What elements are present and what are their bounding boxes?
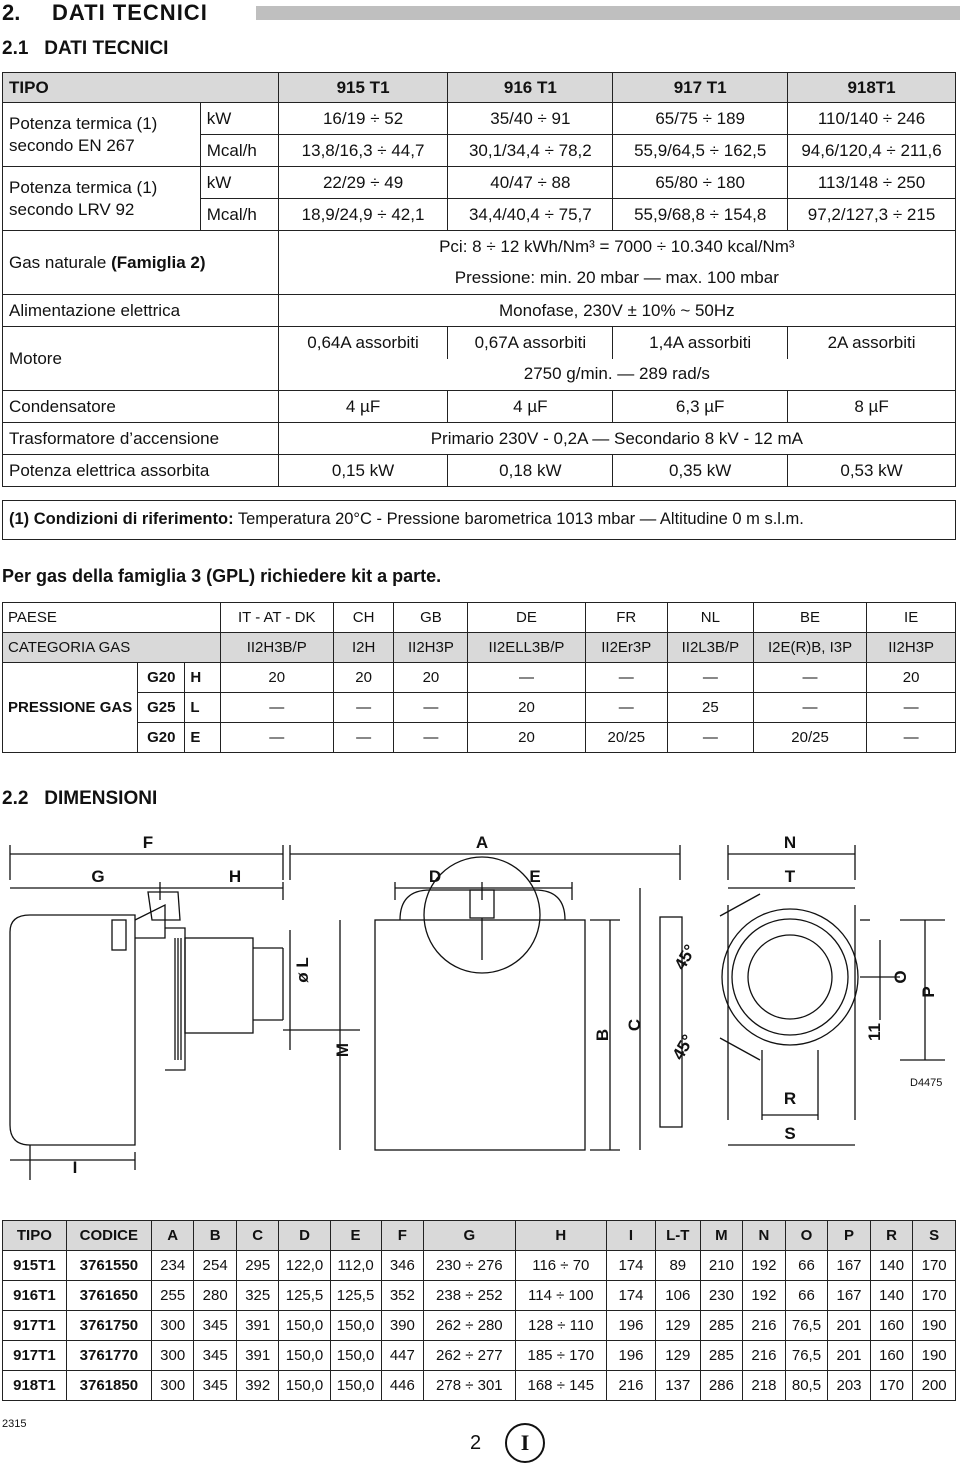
dim-label-B: B [593,1028,612,1042]
table-row: Mcal/h 13,8/16,3 ÷ 44,7 30,1/34,4 ÷ 78,2 55,9/64,5 ÷ 162,5 94,6/120,4 ÷ 211,6 [3,135,956,167]
dim-label-I: I [72,1158,78,1177]
countries-row: PAESE IT - AT - DK CH GB DE FR NL BE IE [3,603,956,633]
burner-drawing [0,820,960,1220]
table-row: 915T1 3761550 234 254 295 122,0 112,0 346 230 ÷ 276 116 ÷ 70 174 89 210 192 66 167 140 170 [3,1251,956,1281]
dimensions-table [2,1220,956,1401]
angle-label-bottom: 45° [668,1031,698,1064]
table-row: G20 E — — — 20 20/25 — 20/25 — [3,723,956,753]
table-row: PRESSIONE GAS G20 H 20 20 20 — — — — 20 [3,663,956,693]
table-row: Motore 0,64A assorbiti 0,67A assorbiti 1,4A assorbiti 2A assorbiti [3,327,956,359]
dimensions-title: 2.2 DIMENSIONI [2,788,158,809]
table-row: Alimentazione elettrica Monofase, 230V ± 10% ~ 50Hz [3,295,956,327]
dim-label-T: T [784,867,796,886]
table-header-row: TIPO CODICE A B C D E F G H I L-T M N O P R S [3,1221,956,1251]
subsection-title: 2.1 DATI TECNICI [2,38,169,59]
dim-label-P: P [919,986,938,998]
table-row: Trasformatore d’accensione Primario 230V - 0,2A — Secondario 8 kV - 12 mA [3,423,956,455]
dim-label-M: M [333,1042,352,1058]
dim-label-C: C [625,1018,644,1032]
table-row: Mcal/h 18,9/24,9 ÷ 42,1 34,4/40,4 ÷ 75,7 55,9/68,8 ÷ 154,8 97,2/127,3 ÷ 215 [3,199,956,231]
tech-data-table [2,72,956,487]
gas-category-table [2,602,956,753]
angle-label-top: 45° [670,941,700,974]
reference-conditions-note: (1) Condizioni di riferimento: Temperatura 20°C - Pressione barometrica 1013 mbar — Altitudine 0 m s.l.m. [2,500,956,540]
header-bar [256,6,960,20]
section-title: DATI TECNICI [52,0,208,25]
dim-label-D: D [428,867,442,886]
pressure-label: PRESSIONE GAS [3,663,138,753]
dim-label-H: H [228,867,242,886]
table-row: G25 L — — — 20 — 25 — — [3,693,956,723]
table-row: 917T1 3761770 300 345 391 150,0 150,0 447 262 ÷ 277 185 ÷ 170 196 129 285 216 76,5 201 160 190 [3,1341,956,1371]
page-number: 2 [470,1432,482,1454]
section-number: 2. [2,0,21,25]
table-row: 917T1 3761750 300 345 391 150,0 150,0 390 262 ÷ 280 128 ÷ 110 196 129 285 216 76,5 201 160 190 [3,1311,956,1341]
dim-label-F: F [142,833,154,852]
section-header [0,0,960,26]
dim-label-R: R [783,1089,797,1108]
gpl-note: Per gas della famiglia 3 (GPL) richiedere kit a parte. [2,566,442,586]
dim-label-O: O [891,970,910,984]
dim-label-11: 11 [865,1023,884,1041]
table-row: 2750 g/min. — 289 rad/s [3,359,956,391]
drawing-ref: D4475 [910,1077,943,1089]
dim-label-E: E [529,867,541,886]
dim-label-A: A [475,833,489,852]
language-badge: I [505,1423,545,1463]
dim-label-N: N [783,833,797,852]
table-row: Condensatore 4 µF 4 µF 6,3 µF 8 µF [3,391,956,423]
table-row: Potenza termica (1) secondo EN 267 kW 16/19 ÷ 52 35/40 ÷ 91 65/75 ÷ 189 110/140 ÷ 246 [3,103,956,135]
table-row: 916T1 3761650 255 280 325 125,5 125,5 352 238 ÷ 252 114 ÷ 100 174 106 230 192 66 167 140 170 [3,1281,956,1311]
dim-label-L: ø L [293,957,312,983]
table-row: Pressione: min. 20 mbar — max. 100 mbar [3,263,956,295]
row-label: Potenza termica (1) secondo EN 267 [3,103,201,167]
table-header-row: TIPO 915 T1 916 T1 917 T1 918T1 [3,73,956,103]
row-label: Gas naturale (Famiglia 2) [3,231,279,295]
categories-row: CATEGORIA GAS II2H3B/P I2H II2H3P II2ELL3B/P II2Er3P II2L3B/P I2E(R)B, I3P II2H3P [3,633,956,663]
dim-label-G: G [91,867,105,886]
document-code: 2315 [2,1418,27,1430]
table-row: Potenza termica (1) secondo LRV 92 kW 22/29 ÷ 49 40/47 ÷ 88 65/80 ÷ 180 113/148 ÷ 250 [3,167,956,199]
table-row: Potenza elettrica assorbita 0,15 kW 0,18 kW 0,35 kW 0,53 kW [3,455,956,487]
table-row: Gas naturale (Famiglia 2) Pci: 8 ÷ 12 kWh/Nm³ = 7000 ÷ 10.340 kcal/Nm³ [3,231,956,263]
row-label: Potenza termica (1) secondo LRV 92 [3,167,201,231]
dim-label-S: S [784,1124,796,1143]
table-row: 918T1 3761850 300 345 392 150,0 150,0 446 278 ÷ 301 168 ÷ 145 216 137 286 218 80,5 203 170 200 [3,1371,956,1401]
